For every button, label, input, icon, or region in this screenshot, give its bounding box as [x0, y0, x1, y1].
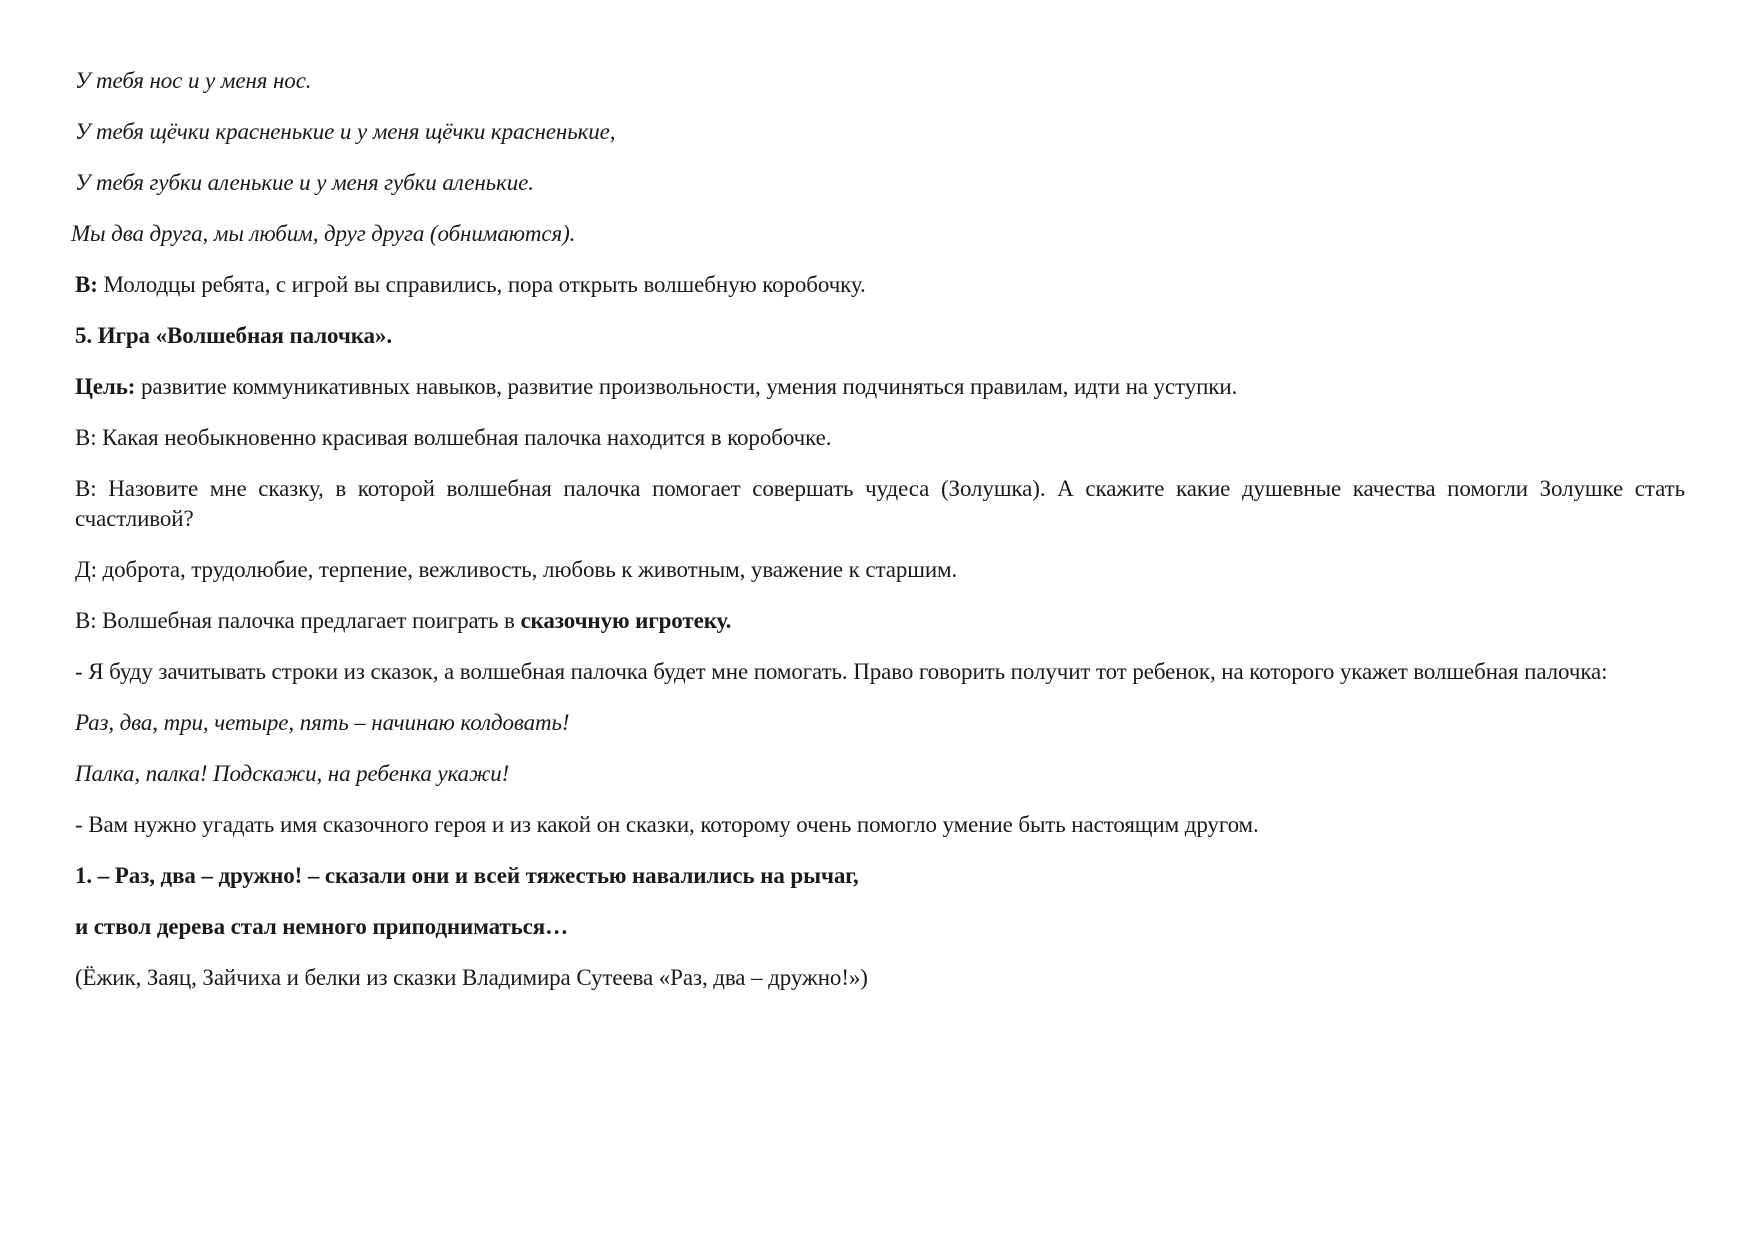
riddle-1-line-2: и ствол дерева стал немного приподниматься…: [75, 914, 569, 939]
bold-phrase: сказочную игротеку.: [520, 608, 732, 633]
poem-line-friends: Мы два друга, мы любим, друг друга (обнимаются).: [71, 221, 576, 246]
chant-line-2: Палка, палка! Подскажи, на ребенка укажи!: [75, 761, 510, 786]
document-page: [71, 66, 1685, 1014]
poem-line-cheeks: У тебя щёчки красненькие и у меня щёчки красненькие,: [75, 119, 616, 144]
teacher-line-game-library: [75, 606, 1685, 636]
task-paragraph: - Вам нужно угадать имя сказочного героя и из какой он сказки, которому очень помогло умение быть настоящим другом.: [75, 812, 1259, 837]
chant-line-1: Раз, два, три, четыре, пять – начинаю колдовать!: [75, 710, 570, 735]
paragraph-text: Молодцы ребята, с игрой вы справились, пора открыть волшебную коробочку.: [97, 272, 866, 297]
poem-line-lips: У тебя губки аленькие и у меня губки аленькие.: [75, 170, 534, 195]
children-answer: Д: доброта, трудолюбие, терпение, вежливость, любовь к животным, уважение к старшим.: [75, 557, 958, 582]
section-heading-game-5: 5. Игра «Волшебная палочка».: [75, 323, 392, 348]
goal-label: Цель:: [75, 374, 136, 399]
teacher-line-wand: В: Какая необыкновенно красивая волшебная палочка находится в коробочке.: [75, 425, 832, 450]
poem-line-nose: У тебя нос и у меня нос.: [75, 68, 312, 93]
goal-paragraph: [75, 372, 1685, 402]
teacher-praise-paragraph: [75, 270, 1685, 300]
riddle-1-answer: (Ёжик, Заяц, Зайчиха и белки из сказки Владимира Сутеева «Раз, два – дружно!»): [75, 965, 868, 990]
paragraph-text: В: Волшебная палочка предлагает поиграть в: [75, 608, 521, 633]
goal-text: развитие коммуникативных навыков, развитие произвольности, умения подчиняться правилам, идти на уступки.: [135, 374, 1238, 399]
riddle-1-line-1: 1. – Раз, два – дружно! – сказали они и всей тяжестью навалились на рычаг,: [75, 863, 859, 888]
instructions-paragraph: - Я буду зачитывать строки из сказок, а волшебная палочка будет мне помогать. Право говорить получит тот ребенок, на которого укажет волшебная палочка:: [75, 659, 1608, 684]
speaker-label: В:: [75, 272, 98, 297]
teacher-question-cinderella: В: Назовите мне сказку, в которой волшебная палочка помогает совершать чудеса (Золушка). А скажите какие душевные качества помогли Золушке стать счастливой?: [75, 476, 1685, 531]
